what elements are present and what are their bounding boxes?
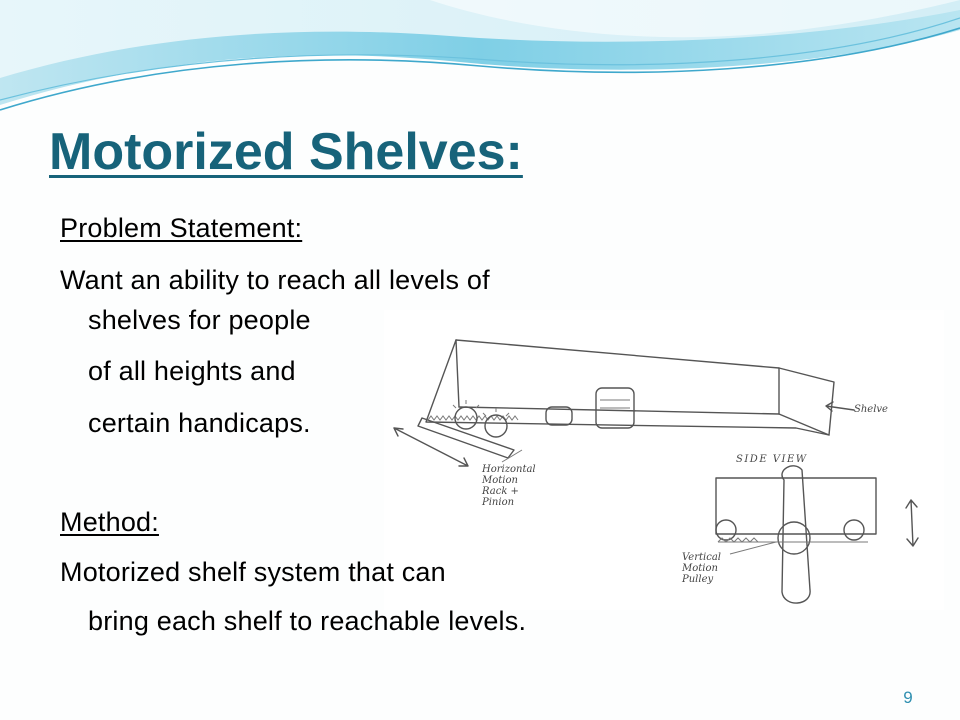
problem-text-line: of all heights and [88, 356, 296, 386]
side-view-shelf [716, 478, 876, 534]
side-gear-right [844, 520, 864, 540]
problem-statement-heading: Problem Statement: [60, 213, 303, 243]
decorative-wave-banner [0, 0, 960, 120]
shelve-arrow [826, 402, 854, 411]
pinion-gear-2 [485, 415, 507, 437]
label-vertical: Vertical [682, 552, 721, 563]
rack [418, 418, 514, 458]
label-vertical: Motion [682, 563, 718, 574]
problem-text-line: certain handicaps. [88, 408, 311, 438]
problem-text-line: shelves for people [88, 305, 311, 335]
shelf-sketch-image [384, 310, 944, 610]
problem-text-line: Want an ability to reach all levels of [60, 265, 490, 295]
label-vertical: Pulley [682, 574, 714, 585]
label-shelve: Shelve [854, 404, 888, 415]
method-text-line: bring each shelf to reachable levels. [88, 606, 527, 636]
horizontal-motion-arrow [394, 428, 468, 466]
method-heading: Method: [60, 507, 159, 537]
label-side-view: SIDE VIEW [736, 454, 808, 465]
label-horizontal: Rack + [482, 486, 519, 497]
shelf-outline [426, 340, 834, 435]
page-number: 9 [903, 688, 913, 707]
slide-title: Motorized Shelves: [49, 123, 523, 181]
side-gear-left [716, 520, 736, 540]
label-horizontal: Horizontal [482, 464, 536, 475]
label-horizontal: Pinion [482, 497, 515, 508]
vertical-motion-arrow [906, 500, 918, 546]
label-horizontal: Motion [482, 475, 518, 486]
method-text-line: Motorized shelf system that can [60, 557, 446, 587]
